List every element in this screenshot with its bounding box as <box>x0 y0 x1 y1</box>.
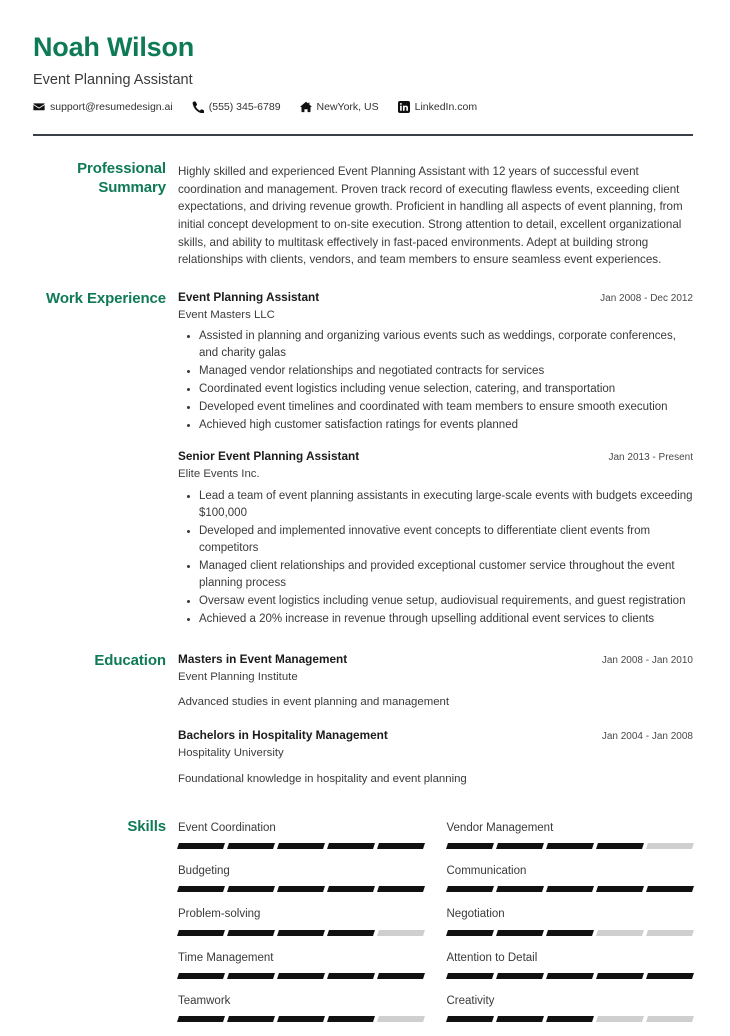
experience-entry-head <box>178 449 693 465</box>
education-entry <box>178 652 693 712</box>
skill-level-bar <box>178 886 425 892</box>
education-body <box>178 652 693 788</box>
experience-entry <box>178 449 693 628</box>
skill-segment-filled <box>227 930 275 936</box>
contact-location[interactable] <box>300 101 379 113</box>
skill-segment-filled <box>496 973 544 979</box>
list-item: Managed vendor relationships and negotiated contracts for services <box>199 363 693 380</box>
skill-level-bar <box>447 973 694 979</box>
skill-level-bar <box>447 843 694 849</box>
skill-item <box>178 906 425 949</box>
summary-body <box>178 160 693 269</box>
list-item: Oversaw event logistics including venue setup, audiovisual requirements, and guest registration <box>199 593 693 610</box>
skill-item <box>447 993 694 1036</box>
skills-grid <box>178 820 693 1036</box>
skill-name: Vendor Management <box>446 821 554 834</box>
skill-segment-filled <box>277 1016 325 1022</box>
skill-name: Budgeting <box>178 865 230 878</box>
skill-name: Communication <box>446 865 527 878</box>
section-label-summary: Professional Summary <box>77 160 166 196</box>
contact-email-text: support@resumedesign.ai <box>50 100 173 113</box>
skill-item <box>178 950 425 993</box>
skill-segment-filled <box>377 973 425 979</box>
skill-segment-filled <box>377 843 425 849</box>
skill-segment-filled <box>327 973 375 979</box>
skill-segment-filled <box>546 1016 594 1022</box>
experience-bullets <box>178 488 693 628</box>
skill-item <box>447 863 694 906</box>
education-date: Jan 2004 - Jan 2008 <box>601 731 693 743</box>
skill-level-bar <box>447 886 694 892</box>
skill-level-bar <box>178 973 425 979</box>
skill-segment-filled <box>277 843 325 849</box>
experience-date: Jan 2013 - Present <box>608 452 693 464</box>
experience-title: Event Planning Assistant <box>178 289 320 304</box>
skill-segment-empty <box>646 1016 694 1022</box>
experience-entry <box>178 290 693 435</box>
contact-phone-text: (555) 345-6789 <box>208 100 281 113</box>
skill-segment-filled <box>496 886 544 892</box>
list-item: Developed event timelines and coordinated with team members to ensure smooth execution <box>199 399 693 416</box>
skill-segment-filled <box>496 930 544 936</box>
skill-segment-filled <box>177 930 225 936</box>
skill-item <box>447 950 694 993</box>
phone-icon <box>192 101 204 113</box>
section-education <box>0 652 730 788</box>
header-divider <box>33 134 693 136</box>
skills-body <box>178 818 693 1036</box>
skill-segment-filled <box>546 930 594 936</box>
home-icon <box>300 101 312 113</box>
list-item: Developed and implemented innovative event concepts to differentiate client events from competitors <box>199 523 693 557</box>
skill-segment-filled <box>546 973 594 979</box>
skill-segment-filled <box>227 1016 275 1022</box>
skill-item <box>178 993 425 1036</box>
section-work-experience <box>0 290 730 629</box>
skill-name: Teamwork <box>178 994 231 1007</box>
skill-level-bar <box>178 930 425 936</box>
skill-level-bar <box>447 930 694 936</box>
envelope-icon <box>33 101 45 113</box>
skill-segment-filled <box>277 973 325 979</box>
skill-segment-filled <box>446 973 494 979</box>
education-description: Foundational knowledge in hospitality and event planning <box>178 772 467 785</box>
skill-segment-empty <box>377 1016 425 1022</box>
skill-segment-empty <box>377 930 425 936</box>
skill-segment-filled <box>546 886 594 892</box>
experience-organization: Elite Events Inc. <box>178 468 260 481</box>
skill-segment-filled <box>596 973 644 979</box>
skill-item <box>447 820 694 863</box>
skill-item <box>178 820 425 863</box>
contact-linkedin-text: LinkedIn.com <box>414 100 478 113</box>
experience-title: Senior Event Planning Assistant <box>178 449 360 464</box>
education-entry-head <box>178 652 693 668</box>
list-item: Achieved high customer satisfaction ratings for events planned <box>199 417 693 434</box>
skill-segment-empty <box>596 930 644 936</box>
skill-segment-filled <box>177 886 225 892</box>
experience-organization: Event Masters LLC <box>178 308 275 321</box>
contact-location-text: NewYork, US <box>316 100 379 113</box>
section-label-education: Education <box>94 651 166 669</box>
skill-segment-empty <box>646 930 694 936</box>
education-title: Bachelors in Hospitality Management <box>178 728 388 743</box>
experience-bullets <box>178 328 693 434</box>
education-organization: Event Planning Institute <box>178 670 298 683</box>
skill-segment-filled <box>646 886 694 892</box>
education-title: Masters in Event Management <box>178 651 348 666</box>
education-organization: Hospitality University <box>178 747 284 760</box>
skill-segment-filled <box>446 1016 494 1022</box>
skill-segment-filled <box>327 1016 375 1022</box>
contact-row <box>33 101 693 113</box>
list-item: Assisted in planning and organizing various events such as weddings, corporate conferences, and charity galas <box>199 328 693 362</box>
experience-body <box>178 290 693 629</box>
skill-segment-filled <box>646 973 694 979</box>
list-item: Managed client relationships and provided exceptional customer service throughout the event planning process <box>199 558 693 592</box>
section-skills <box>0 818 730 1036</box>
summary-text: Highly skilled and experienced Event Planning Assistant with 12 years of successful event coordination and management. Proven track record of executing flawless events, exceeding client expectations, and driving revenue growth. Proficient in handling all aspects of event planning, from initial concept development to on-site execution. Strong attention to detail, excellent organizational skills, and ability to multitask effectively in fast-paced environments. Adept at building strong relationships with clients, vendors, and team members to ensure seamless event experiences. <box>178 165 683 267</box>
skill-name: Negotiation <box>446 908 505 921</box>
education-date: Jan 2008 - Jan 2010 <box>601 654 693 666</box>
section-professional-summary <box>0 160 730 269</box>
skill-name: Time Management <box>178 951 274 964</box>
skill-segment-filled <box>227 973 275 979</box>
contact-email[interactable] <box>33 101 173 113</box>
resume-header <box>0 0 730 113</box>
candidate-job-title: Event Planning Assistant <box>33 71 193 88</box>
skill-segment-filled <box>546 843 594 849</box>
education-entry-head <box>178 728 693 744</box>
skill-segment-filled <box>446 930 494 936</box>
skill-item <box>447 906 694 949</box>
skill-name: Problem-solving <box>178 908 261 921</box>
list-item: Coordinated event logistics including venue selection, catering, and transportation <box>199 381 693 398</box>
experience-entry-head <box>178 290 693 306</box>
education-entry <box>178 728 693 788</box>
linkedin-icon <box>398 101 410 113</box>
skill-segment-filled <box>327 930 375 936</box>
skill-level-bar <box>178 843 425 849</box>
skill-segment-empty <box>596 1016 644 1022</box>
skill-segment-filled <box>277 886 325 892</box>
skill-segment-filled <box>327 843 375 849</box>
skill-level-bar <box>447 1016 694 1022</box>
skill-segment-filled <box>446 843 494 849</box>
skill-segment-filled <box>327 886 375 892</box>
skill-segment-filled <box>177 1016 225 1022</box>
section-label-experience: Work Experience <box>46 289 166 307</box>
contact-linkedin[interactable] <box>398 101 477 113</box>
contact-phone[interactable] <box>192 101 281 113</box>
skill-segment-filled <box>596 843 644 849</box>
section-label-skills: Skills <box>127 817 166 835</box>
candidate-name: Noah Wilson <box>33 32 195 62</box>
skill-segment-filled <box>496 843 544 849</box>
skill-segment-filled <box>177 843 225 849</box>
skill-segment-filled <box>377 886 425 892</box>
skill-segment-empty <box>646 843 694 849</box>
skill-name: Attention to Detail <box>446 951 538 964</box>
skill-name: Event Coordination <box>178 821 276 834</box>
education-description: Advanced studies in event planning and management <box>178 696 450 709</box>
skill-segment-filled <box>446 886 494 892</box>
skill-level-bar <box>178 1016 425 1022</box>
skill-segment-filled <box>227 843 275 849</box>
skill-segment-filled <box>596 886 644 892</box>
skill-name: Creativity <box>446 994 495 1007</box>
list-item: Lead a team of event planning assistants in executing large-scale events with budgets exceeding $100,000 <box>199 488 693 522</box>
experience-date: Jan 2008 - Dec 2012 <box>600 292 693 304</box>
skill-segment-filled <box>177 973 225 979</box>
skill-segment-filled <box>496 1016 544 1022</box>
skill-item <box>178 863 425 906</box>
skill-segment-filled <box>227 886 275 892</box>
skill-segment-filled <box>277 930 325 936</box>
list-item: Achieved a 20% increase in revenue through upselling additional event services to clients <box>199 611 693 628</box>
